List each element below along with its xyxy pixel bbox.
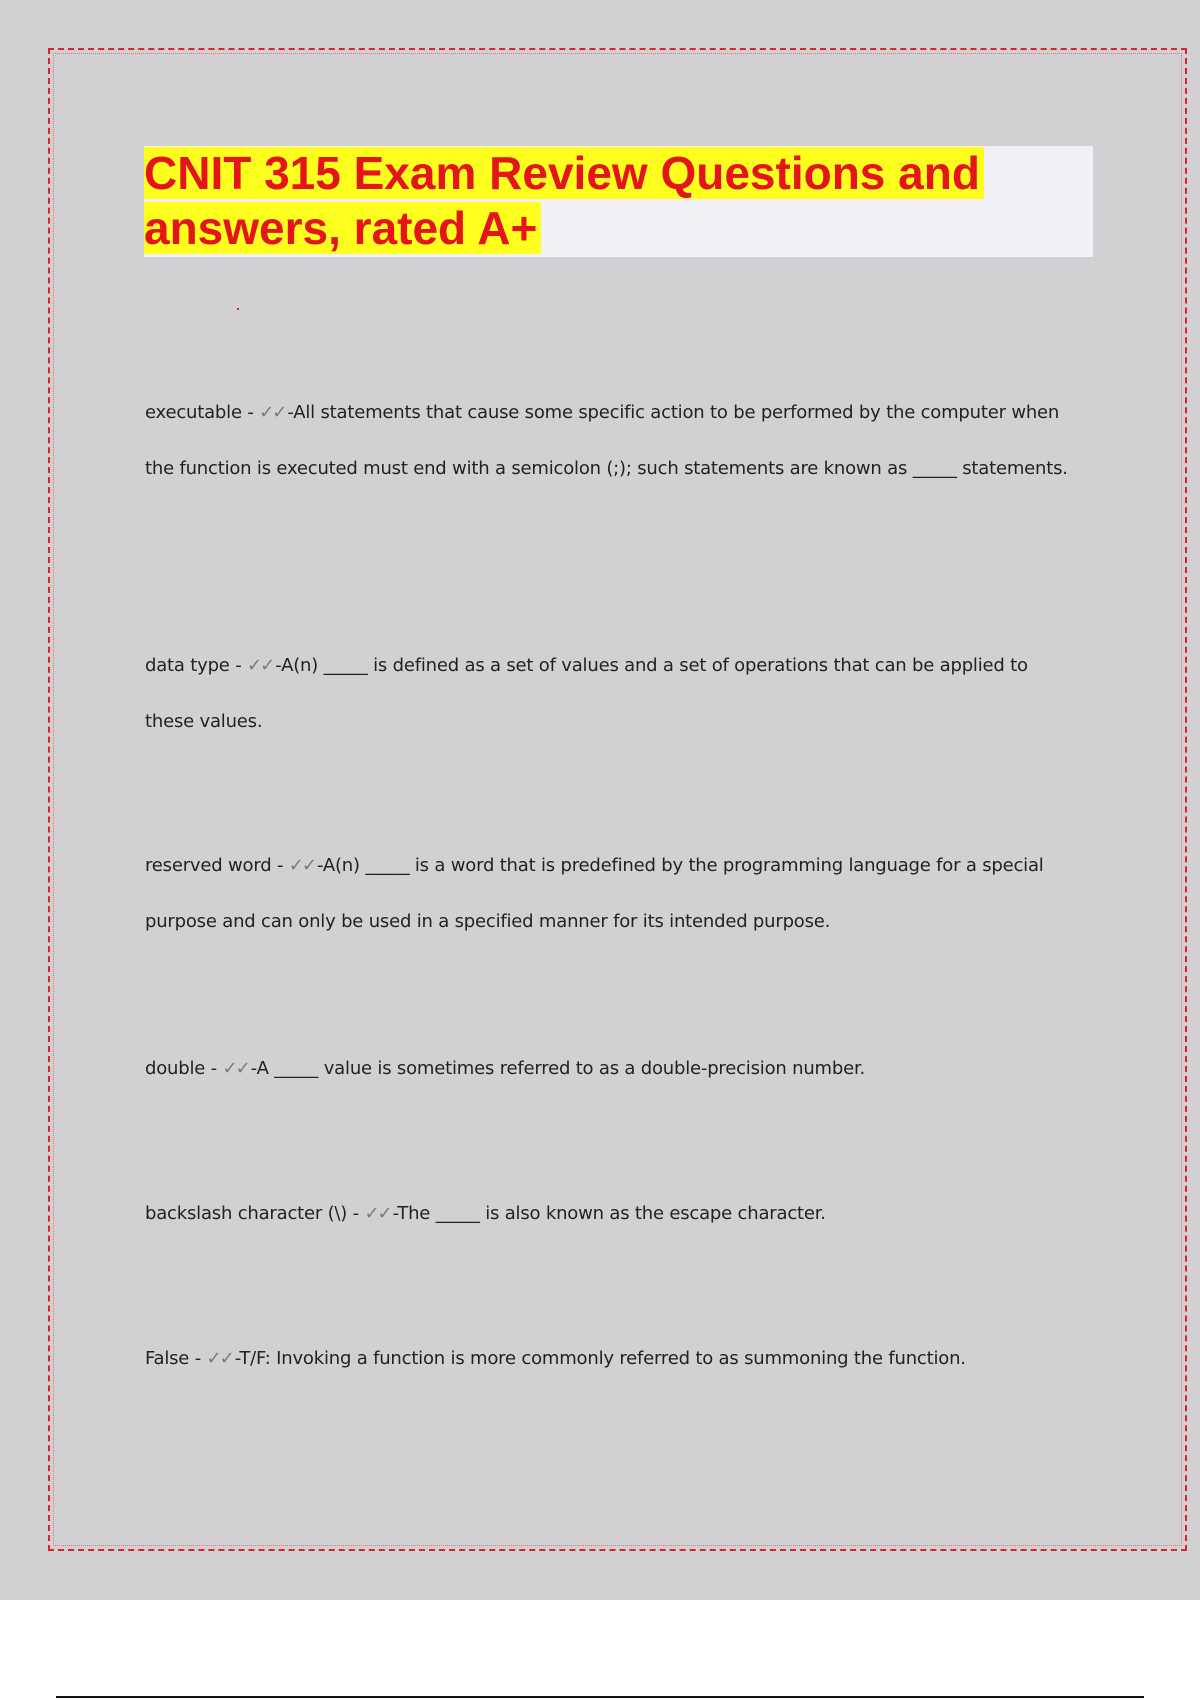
double-check-icon: ✓✓ — [247, 655, 274, 676]
double-check-icon: ✓✓ — [288, 855, 315, 876]
qa-text: A(n) _____ is a word that is predefined by the programming language for a special purpose and can only be used in a specified manner for its intended purpose. — [145, 855, 1044, 932]
qa-term: False — [145, 1348, 190, 1369]
qa-separator: - — [189, 1348, 207, 1369]
page-border — [48, 48, 1187, 1551]
qa-item — [145, 838, 1080, 950]
qa-separator: - — [234, 1348, 240, 1369]
qa-separator: - — [347, 1203, 365, 1224]
double-check-icon: ✓✓ — [259, 402, 286, 423]
qa-item — [145, 638, 1080, 750]
double-check-icon: ✓✓ — [364, 1203, 391, 1224]
qa-text: The _____ is also known as the escape character. — [397, 1203, 826, 1224]
qa-separator: - — [241, 402, 260, 423]
qa-text: T/F: Invoking a function is more commonly referred to as summoning the function. — [239, 1348, 966, 1369]
qa-separator: - — [229, 655, 248, 676]
qa-separator: - — [205, 1058, 223, 1079]
qa-term: data type — [145, 655, 230, 676]
footer-divider — [56, 1696, 1144, 1698]
qa-separator: - — [275, 655, 282, 676]
title-line-2: answers, rated A+ — [144, 202, 541, 254]
qa-item — [145, 1331, 1080, 1387]
qa-term: reserved word — [145, 855, 272, 876]
qa-separator: - — [250, 1058, 257, 1079]
title-block — [144, 146, 1093, 257]
qa-text: A(n) _____ is defined as a set of values and a set of operations that can be applied to these values. — [145, 655, 1028, 732]
qa-item — [145, 1186, 1080, 1242]
qa-separator: - — [316, 855, 323, 876]
qa-text: A _____ value is sometimes referred to as a double-precision number. — [256, 1058, 866, 1079]
qa-separator: - — [271, 855, 289, 876]
qa-separator: - — [287, 402, 294, 423]
qa-text: All statements that cause some specific action to be performed by the computer when the function is executed must end with a semicolon (;); such statements are known as _____ statements. — [145, 402, 1068, 479]
page-border-inner — [53, 53, 1182, 1546]
qa-term: double — [145, 1058, 206, 1079]
qa-term: executable — [145, 402, 242, 423]
qa-item — [145, 1041, 1080, 1097]
double-check-icon: ✓✓ — [222, 1058, 249, 1079]
qa-separator: - — [392, 1203, 398, 1224]
title-line-1: CNIT 315 Exam Review Questions and — [144, 147, 984, 199]
stray-dot — [237, 308, 239, 310]
double-check-icon: ✓✓ — [206, 1348, 233, 1369]
qa-term: backslash character (\) — [145, 1203, 348, 1224]
qa-item — [145, 385, 1080, 497]
document-title — [144, 146, 1093, 256]
